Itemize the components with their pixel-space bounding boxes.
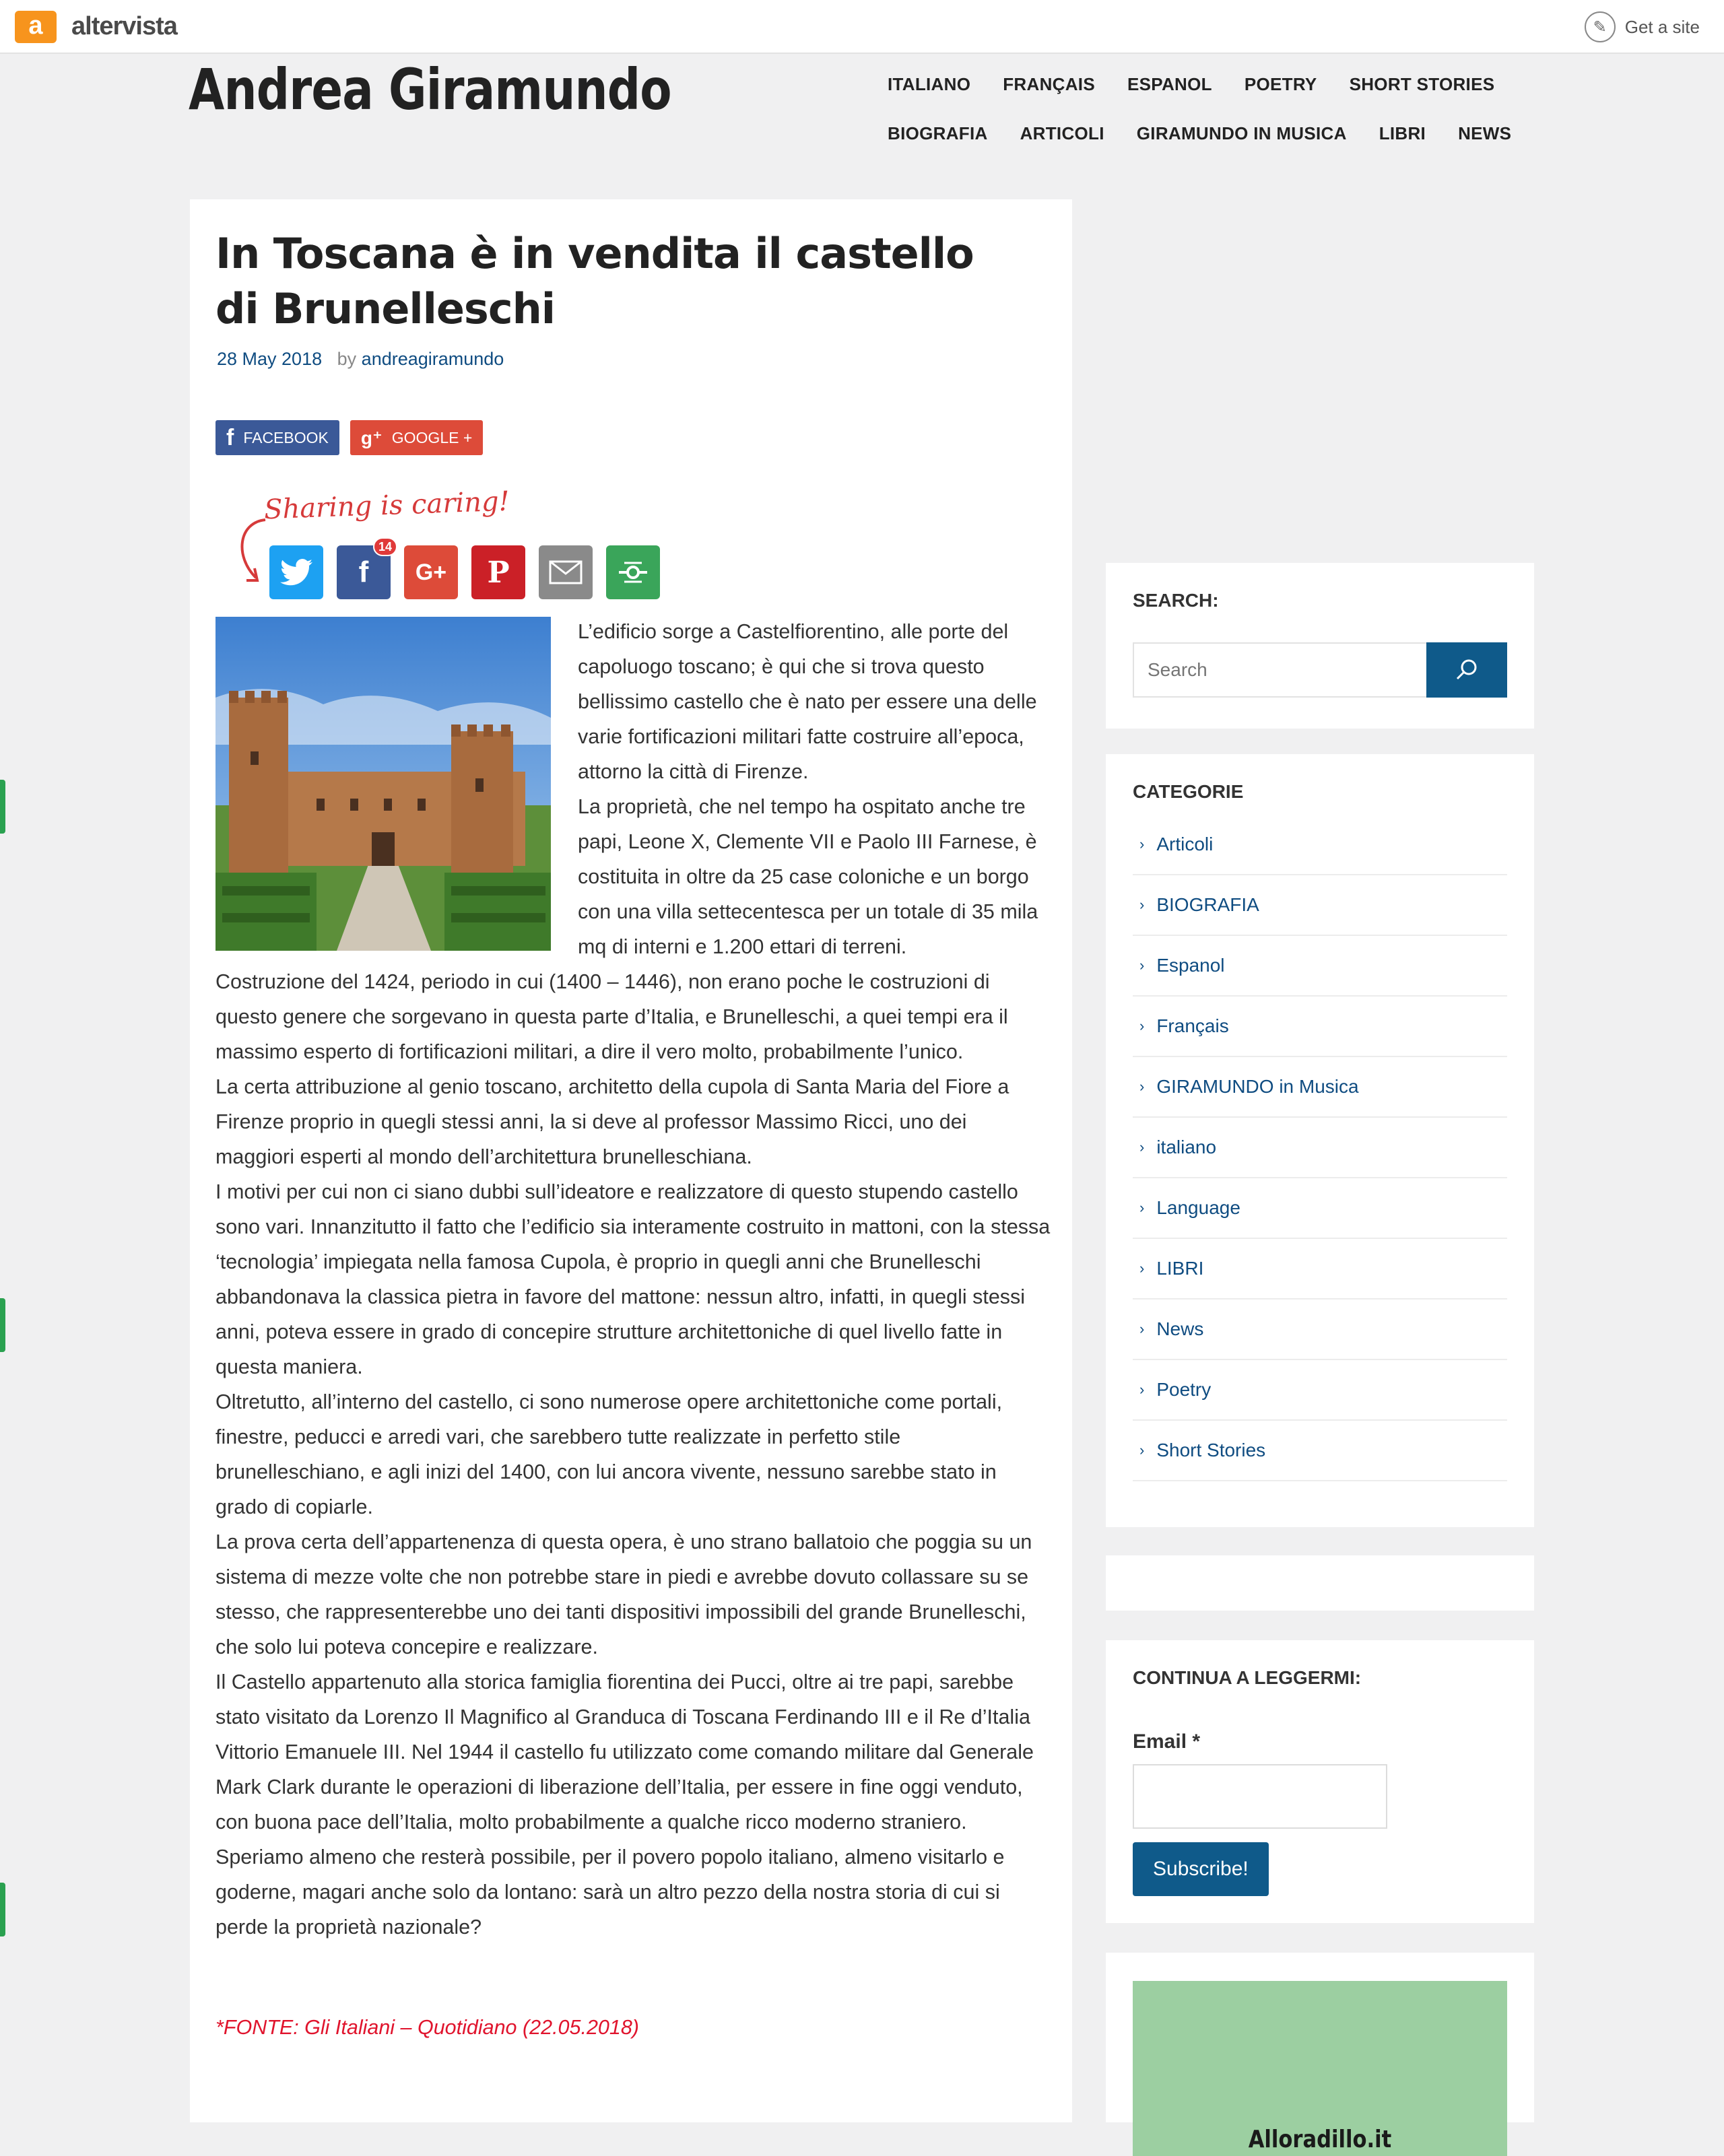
chevron-right-icon: ›: [1139, 836, 1145, 852]
empty-widget: [1106, 1555, 1534, 1611]
paragraph: Oltretutto, all’interno del castello, ci sono numerose opere architettoniche come portali, finestre, peducci e arredi vari, che sarebbero tutte realizzate in perfetto stile brunelleschiano, e agli inizi del 1400, con lui ancora vivente, nessuno sarebbe stato in grado di copiarle.: [216, 1390, 1003, 1518]
site-title[interactable]: Andrea Giramundo: [189, 57, 671, 123]
banner-text: Alloradillo.it: [1248, 2126, 1392, 2153]
category-label: italiano: [1156, 1137, 1217, 1157]
chevron-right-icon: ›: [1139, 896, 1145, 913]
more-share-icon: [618, 559, 649, 586]
category-label: Short Stories: [1156, 1440, 1266, 1460]
email-field[interactable]: [1133, 1764, 1387, 1829]
main-nav: [888, 74, 1512, 172]
category-item[interactable]: [1133, 1300, 1507, 1360]
nav-item[interactable]: ESPANOL: [1127, 74, 1212, 94]
category-item[interactable]: [1133, 1239, 1507, 1300]
nav-item[interactable]: SHORT STORIES: [1349, 74, 1495, 94]
google-label: GOOGLE +: [391, 428, 473, 446]
get-a-site-link[interactable]: [1585, 11, 1700, 43]
chevron-right-icon: ›: [1139, 1017, 1145, 1034]
chevron-right-icon: ›: [1139, 957, 1145, 974]
facebook-icon: f: [358, 555, 369, 588]
category-label: Language: [1156, 1197, 1240, 1218]
image-spacer: [216, 614, 578, 941]
edge-marker: [0, 780, 5, 834]
category-label: Espanol: [1156, 955, 1225, 976]
search-button[interactable]: [1426, 642, 1507, 698]
categories-widget: [1106, 754, 1534, 1527]
category-label: Articoli: [1156, 834, 1214, 854]
paragraph: Il Castello appartenuto alla storica famiglia fiorentina dei Pucci, oltre ai tre papi, sarebbe stato visitato da Lorenzo Il Magnifico al Granduca di Toscana Ferdinando III e il Re d’Italia Vittorio Emanuele III. Nel 1944 il castello fu utilizzato come comando militare dal Generale Mark Clark durante le operazioni di liberazione dell’Italia, per essere in fine oggi venduto, con buona pace dell’Italia, molto probabilmente a qualche ricco moderno straniero.: [216, 1671, 1034, 1833]
facebook-label: FACEBOOK: [243, 428, 329, 446]
chevron-right-icon: ›: [1139, 1078, 1145, 1095]
source-note: *FONTE: Gli Italiani – Quotidiano (22.05.2018): [216, 2016, 639, 2039]
facebook-icon: f: [226, 424, 234, 450]
nav-item[interactable]: ITALIANO: [888, 74, 971, 94]
post-date[interactable]: 28 May 2018: [217, 349, 323, 369]
nav-row: [888, 74, 1507, 95]
google-share-button[interactable]: [350, 420, 483, 455]
category-label: BIOGRAFIA: [1156, 894, 1259, 915]
categories-list: [1133, 815, 1507, 1481]
search-input[interactable]: [1134, 644, 1424, 696]
share-icon-bar: [269, 539, 660, 599]
category-item[interactable]: [1133, 1360, 1507, 1421]
paragraph: I motivi per cui non ci siano dubbi sull’ideatore e realizzatore di questo stupendo castello sono vari. Innanzitutto il fatto che l’edificio sia interamente costruito in mattoni, con la stessa ‘tecnologia’ impiegata nella famosa Cupola, è proprio in quegli anni che Brunelleschi abbandonava la classica pietra in favore del mattone: nessun altro, infatti, in quegli stessi anni, poteva essere in grado di concepire strutture architettoniche di quel livello fatte in questa maniera.: [216, 1180, 1051, 1378]
pencil-icon: ✎: [1585, 11, 1616, 42]
nav-item[interactable]: POETRY: [1244, 74, 1317, 94]
email-share-button[interactable]: [539, 545, 593, 599]
paragraph: La proprietà, che nel tempo ha ospitato anche tre papi, Leone X, Clemente VII e Paolo III Farnese, è costituita in oltre da 25 case coloniche e un borgo con una villa settecentesca per un totale di 35 mila mq di interni e 1.200 ettari di terreni.: [578, 795, 1038, 958]
more-share-button[interactable]: [606, 545, 660, 599]
category-item[interactable]: [1133, 1057, 1507, 1118]
altervista-brand[interactable]: altervista: [71, 12, 177, 40]
categories-widget-title: CATEGORIE: [1133, 781, 1244, 802]
paragraph: La prova certa dell’appartenenza di questa opera, è uno strano ballatoio che poggia su un sistema di mezze volte che non potrebbe stare in piedi e avrebbe dovuto collassare su se stesso, che rappresenterebbe uno dei tanti dispositivi impossibili del grande Brunelleschi, che solo lui poteva concepire e realizzare.: [216, 1530, 1032, 1658]
facebook-share-button[interactable]: [216, 420, 339, 455]
edge-marker: [0, 1883, 5, 1936]
chevron-right-icon: ›: [1139, 1199, 1145, 1216]
alloradillo-banner[interactable]: [1133, 1981, 1507, 2156]
share-count-badge: 14: [373, 537, 397, 556]
nav-item[interactable]: NEWS: [1458, 123, 1512, 143]
curved-arrow-icon: [232, 516, 272, 590]
get-a-site-label: Get a site: [1624, 16, 1700, 37]
category-item[interactable]: [1133, 1421, 1507, 1481]
google-plus-icon: g⁺: [360, 427, 383, 448]
search-widget: [1106, 563, 1534, 729]
social-buttons: [216, 420, 483, 455]
category-item[interactable]: [1133, 815, 1507, 875]
twitter-share-button[interactable]: [269, 545, 323, 599]
post-author[interactable]: andreagiramundo: [361, 349, 504, 369]
category-item[interactable]: [1133, 875, 1507, 936]
subscribe-widget: [1106, 1640, 1534, 1923]
post-title: In Toscana è in vendita il castello di Brunelleschi: [216, 229, 974, 333]
category-label: GIRAMUNDO in Musica: [1156, 1076, 1359, 1097]
pinterest-share-button[interactable]: [471, 545, 525, 599]
altervista-bar: [0, 0, 1724, 54]
search-widget-title: SEARCH:: [1133, 590, 1219, 611]
paragraph: La certa attribuzione al genio toscano, architetto della cupola di Santa Maria del Fiore a Firenze proprio in quegli stessi anni, la si deve al professor Massimo Ricci, uno dei maggiori esperti al mondo dell’architettura brunelleschiana.: [216, 1075, 1009, 1168]
subscribe-widget-title: CONTINUA A LEGGERMI:: [1133, 1667, 1362, 1688]
search-form: [1133, 642, 1507, 698]
nav-item[interactable]: GIRAMUNDO IN MUSICA: [1136, 123, 1347, 143]
email-icon: [549, 560, 583, 584]
by-label: by: [337, 349, 357, 369]
category-label: Poetry: [1156, 1379, 1212, 1400]
twitter-icon: [280, 559, 312, 586]
category-item[interactable]: [1133, 1178, 1507, 1239]
chevron-right-icon: ›: [1139, 1442, 1145, 1458]
chevron-right-icon: ›: [1139, 1260, 1145, 1277]
email-label: Email *: [1133, 1730, 1201, 1753]
chevron-right-icon: ›: [1139, 1139, 1145, 1155]
pinterest-icon: P: [487, 555, 510, 590]
category-label: LIBRI: [1156, 1258, 1204, 1279]
subscribe-button[interactable]: Subscribe!: [1133, 1842, 1269, 1896]
post-meta: [217, 349, 504, 370]
category-item[interactable]: [1133, 1118, 1507, 1178]
banner-widget: [1106, 1953, 1534, 2153]
google-plus-icon: G+: [415, 559, 447, 585]
category-item[interactable]: [1133, 997, 1507, 1057]
search-icon: [1455, 658, 1479, 682]
facebook-share-icon-button[interactable]: [337, 539, 392, 599]
edge-marker: [0, 1298, 5, 1352]
post-content: [190, 199, 1072, 2122]
category-label: News: [1156, 1318, 1204, 1339]
category-item[interactable]: [1133, 936, 1507, 997]
nav-item[interactable]: ARTICOLI: [1020, 123, 1104, 143]
paragraph: Speriamo almeno che resterà possibile, per il povero popolo italiano, almeno visitarlo e goderne, magari anche solo da lontano: sarà un altro pezzo della nostra storia di cui si perde la proprietà nazionale?: [216, 1846, 1005, 1939]
nav-item[interactable]: LIBRI: [1379, 123, 1426, 143]
article-body: [216, 614, 1051, 1945]
nav-item[interactable]: BIOGRAFIA: [888, 123, 988, 143]
paragraph: Costruzione del 1424, periodo in cui (1400 – 1446), non erano poche le costruzioni di questo genere che sorgevano in questa parte d’Italia, e Brunelleschi, a quei tempi era il massimo esperto di fortificazioni militari, a dire il vero molto, probabilmente l’unico.: [216, 970, 1008, 1063]
paragraph: L’edificio sorge a Castelfiorentino, alle porte del capoluogo toscano; è qui che si trova questo bellissimo castello che è nato per essere una delle varie fortificazioni militari fatte costruire all’epoca, attorno la città di Firenze.: [578, 620, 1037, 783]
category-label: Français: [1156, 1015, 1229, 1036]
chevron-right-icon: ›: [1139, 1320, 1145, 1337]
nav-item[interactable]: FRANÇAIS: [1003, 74, 1095, 94]
googleplus-share-button[interactable]: [404, 545, 458, 599]
altervista-logo-icon[interactable]: a: [15, 11, 57, 43]
chevron-right-icon: ›: [1139, 1381, 1145, 1398]
sharing-caring-label: Sharing is caring!: [263, 485, 510, 526]
nav-row: [888, 123, 1512, 144]
